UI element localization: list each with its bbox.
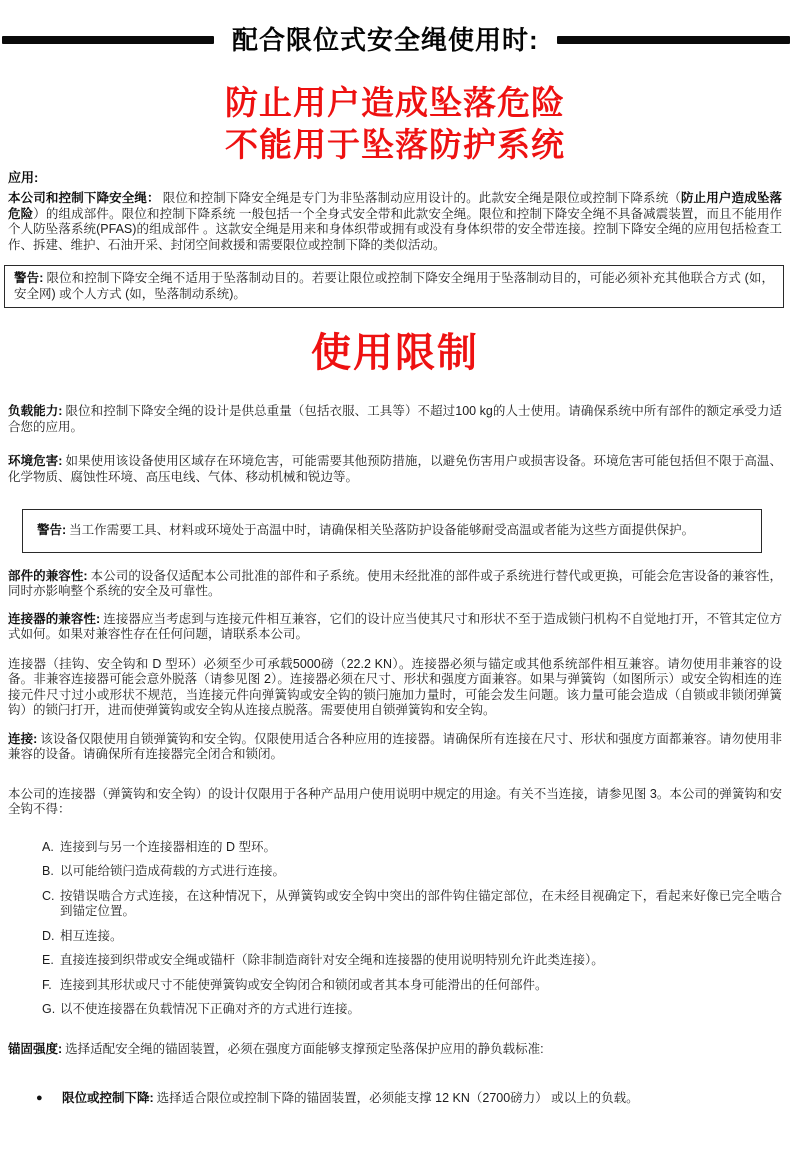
list-item <box>42 929 782 945</box>
load-capacity-paragraph <box>8 404 782 435</box>
header-left-bar <box>2 36 214 44</box>
warning-1-text: 限位和控制下降安全绳不适用于坠落制动目的。若要让限位或控制下降安全绳用于坠落制动目的，可能必须补充其他联合方式 (如，安全网) 或个人方式 (如，坠落制动系统)。 <box>14 271 774 301</box>
list-item-text: 以不使连接器在负载情况下正确对齐的方式进行连接。 <box>60 1002 361 1016</box>
anchorage-bullet-item <box>8 1091 782 1107</box>
list-item-letter: B. <box>42 864 54 878</box>
header <box>8 0 782 56</box>
parts-compat-label: 部件的兼容性: <box>8 568 88 583</box>
application-paragraph <box>8 191 782 253</box>
list-item <box>42 978 782 994</box>
anchorage-bullet-text: 选择适合限位或控制下降的锚固装置，必须能支撑 12 KN（2700磅力） 或以上的负载。 <box>156 1091 639 1105</box>
anchorage-bullet-paragraph <box>62 1091 639 1107</box>
application-text-post: ）的组成部件。限位和控制下降系统 一般包括一个全身式安全带和此款安全绳。限位和控制下降安全绳不具备减震装置，而且不能用作个人防坠落系统(PFAS)的组成部件 。这款安全绳是用来和身体织带或拥有或没有身体织带的安全带连接。控制下降安全绳的应用包括检查工作、拆建、维护、石油开采、封闭空间救援和需要限位或控制下降的类似活动。 <box>8 206 782 252</box>
list-item <box>42 864 782 880</box>
anchorage-paragraph <box>8 1042 782 1058</box>
page-title: 配合限位式安全绳使用时: <box>232 25 539 55</box>
improper-connection-list <box>8 840 782 1018</box>
environment-paragraph <box>8 454 782 485</box>
warning-1-label: 警告: <box>14 271 44 285</box>
list-item <box>42 953 782 969</box>
list-item-text: 相互连接。 <box>60 928 123 943</box>
warning-box-2 <box>22 509 762 553</box>
section-title-usage-limits: 使用限制 <box>311 331 479 375</box>
parts-compat-paragraph <box>8 569 782 600</box>
list-item <box>42 1002 782 1018</box>
list-item <box>42 840 782 856</box>
danger-banner-line1: 防止用户造成坠落危险 <box>225 84 565 121</box>
anchorage-text: 选择适配安全绳的锚固装置，必须在强度方面能够支撑预定坠落保护应用的静负载标准: <box>65 1041 544 1056</box>
list-item-letter: D. <box>42 928 55 943</box>
application-label: 应用: <box>8 170 39 185</box>
header-right-bar <box>557 36 790 44</box>
environment-text: 如果使用该设备使用区域存在环境危害，可能需要其他预防措施，以避免伤害用户或损害设备。环境危害可能包括但不限于高温、化学物质、腐蚀性环境、高压电线、气体、移动机械和锐边等。 <box>8 454 782 484</box>
danger-banner <box>8 82 782 166</box>
connection-paragraph <box>8 732 782 763</box>
warning-box-1 <box>4 265 784 308</box>
parts-compat-text: 本公司的设备仅适配本公司批准的部件和子系统。使用未经批准的部件或子系统进行替代或更换，可能会危害设备的兼容性，同时亦影响整个系统的安全及可靠性。 <box>8 568 782 598</box>
bullet-icon: ● <box>36 1092 43 1104</box>
anchorage-label: 锚固强度: <box>8 1041 63 1056</box>
improper-intro-paragraph: 本公司的连接器（弹簧钩和安全钩）的设计仅限用于各种产品用户使用说明中规定的用途。有关不当连接，请参见图 3。本公司的弹簧钩和安全钩不得： <box>8 786 782 816</box>
connector-compat-text: 连接器应当考虑到与连接元件相互兼容，它们的设计应当使其尺寸和形状不至于造成锁闩机构不自觉地打开，不管其定位方式如何。如果对兼容性存在任何问题，请联系本公司。 <box>8 611 782 641</box>
list-item-letter: F. <box>42 977 52 992</box>
application-lead: 本公司和控制下降安全绳： <box>8 191 160 205</box>
application-text-pre: 限位和控制下降安全绳是专门为非坠落制动应用设计的。此款安全绳是限位或控制下降系统（ <box>162 191 681 205</box>
load-capacity-text: 限位和控制下降安全绳的设计是供总重量（包括衣服、工具等）不超过100 kg的人士使用。请确保系统中所有部件的额定承受力适合您的应用。 <box>8 404 782 434</box>
list-item-text: 连接到其形状或尺寸不能使弹簧钩或安全钩闭合和锁闭或者其本身可能滑出的任何部件。 <box>60 977 548 992</box>
warning-2-label: 警告: <box>37 523 67 537</box>
list-item-text: 按错误啮合方式连接，在这种情况下，从弹簧钩或安全钩中突出的部件钩住锚定部位，在未经目视确定下，看起来好像已完全啮合到锚定位置。 <box>60 888 782 918</box>
danger-banner-line2: 不能用于坠落防护系统 <box>225 126 565 163</box>
anchorage-bullet-label: 限位或控制下降: <box>62 1091 154 1105</box>
connector-compat-paragraph <box>8 612 782 643</box>
connector-compat-label: 连接器的兼容性: <box>8 611 101 626</box>
environment-label: 环境危害: <box>8 454 63 468</box>
connection-text: 该设备仅限使用自锁弹簧钩和安全钩。仅限使用适合各种应用的连接器。请确保所有连接在尺寸、形状和强度方面都兼容。请勿使用非兼容的设备。请确保所有连接器完全闭合和锁闭。 <box>8 731 782 761</box>
warning-2-text: 当工作需要工具、材料或环境处于高温中时，请确保相关坠落防护设备能够耐受高温或者能为这些方面提供保护。 <box>69 523 695 537</box>
list-item-letter: G. <box>42 1002 56 1016</box>
load-capacity-label: 负载能力: <box>8 404 63 418</box>
list-item-letter: A. <box>42 839 54 854</box>
list-item-text: 连接到与另一个连接器相连的 D 型环。 <box>60 839 276 854</box>
list-item-letter: E. <box>42 953 54 967</box>
list-item-text: 以可能给锁闩造成荷载的方式进行连接。 <box>60 864 286 878</box>
list-item-letter: C. <box>42 888 55 903</box>
connectors-paragraph: 连接器（挂钩、安全钩和 D 型环）必须至少可承载5000磅（22.2 KN）。连接器必须与锚定或其他系统部件相互兼容。请勿使用非兼容的设备。非兼容连接器可能会意外脱落（请参见图 2）。连接器必须在尺寸、形状和强度方面兼容。如果与弹簧钩（如图所示）或安全钩相连的连接元件尺寸过小或形状不规范，当连接元件向弹簧钩或安全钩的锁闩施加力量时，可能会发生问题。该力量可能会造成（自锁或非锁闭弹簧钩）的锁闩打开，进而使弹簧钩或安全钩从连接点脱落。需要使用自锁弹簧钩和安全钩。 <box>8 656 782 717</box>
connection-label: 连接: <box>8 731 38 746</box>
list-item <box>42 889 782 920</box>
list-item-text: 直接连接到织带或安全绳或锚杆（除非制造商针对安全绳和连接器的使用说明特别允许此类连接）。 <box>60 953 604 967</box>
application-text-bold: 防止用户造成坠落危险 <box>8 191 782 221</box>
